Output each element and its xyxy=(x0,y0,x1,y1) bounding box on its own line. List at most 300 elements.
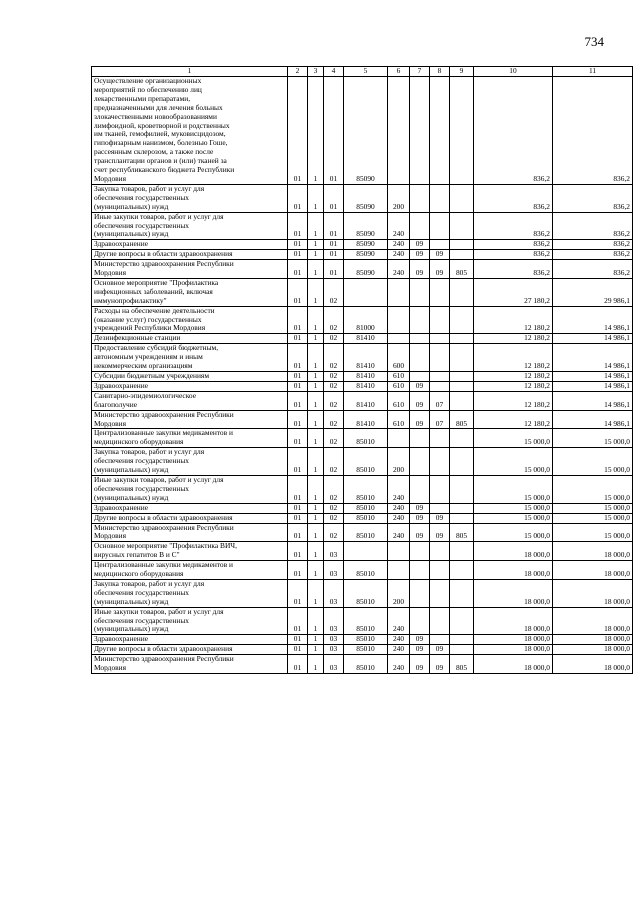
table-row xyxy=(92,278,633,306)
item-name-cell: Другие вопросы в области здравоохранения xyxy=(92,513,288,523)
amount-year-2-cell: 15 000,0 xyxy=(553,503,633,513)
section-code-cell xyxy=(410,278,430,306)
program-code-cell: 01 xyxy=(288,278,308,306)
program-code-cell: 01 xyxy=(288,334,308,344)
amount-year-2-cell: 15 000,0 xyxy=(553,523,633,542)
subprogram-code-cell: 1 xyxy=(308,475,324,503)
expense-type-code-cell xyxy=(388,542,410,561)
amount-year-2-cell: 18 000,0 xyxy=(553,542,633,561)
item-name-cell: Расходы на обеспечение деятельности (оказание услуг) государственных учреждений Республики Мордовия xyxy=(92,306,288,334)
section-code-cell xyxy=(410,184,430,212)
section-code-cell xyxy=(410,607,430,635)
subsection-code-cell xyxy=(430,448,450,476)
activity-code-cell: 03 xyxy=(324,645,344,655)
subprogram-code-cell: 1 xyxy=(308,645,324,655)
table-row xyxy=(92,240,633,250)
expense-code-cell: 85010 xyxy=(344,429,388,448)
expense-type-code-cell xyxy=(388,77,410,185)
subprogram-code-cell: 1 xyxy=(308,260,324,279)
program-code-cell: 01 xyxy=(288,410,308,429)
table-row xyxy=(92,250,633,260)
expense-type-code-cell: 240 xyxy=(388,655,410,674)
expense-code-cell: 85010 xyxy=(344,645,388,655)
subprogram-code-cell: 1 xyxy=(308,344,324,372)
activity-code-cell: 02 xyxy=(324,410,344,429)
program-code-cell: 01 xyxy=(288,77,308,185)
amount-year-1-cell: 18 000,0 xyxy=(474,561,553,580)
amount-year-2-cell: 18 000,0 xyxy=(553,655,633,674)
program-code-cell: 01 xyxy=(288,542,308,561)
subsection-code-cell: 09 xyxy=(430,260,450,279)
activity-code-cell: 02 xyxy=(324,334,344,344)
subprogram-code-cell: 1 xyxy=(308,655,324,674)
item-name-cell: Здравоохранение xyxy=(92,635,288,645)
column-header-7: 7 xyxy=(410,67,430,77)
program-code-cell: 01 xyxy=(288,344,308,372)
table-row xyxy=(92,372,633,382)
item-name-cell: Министерство здравоохранения Республики Мордовия xyxy=(92,523,288,542)
subprogram-code-cell: 1 xyxy=(308,372,324,382)
expense-code-cell: 85010 xyxy=(344,475,388,503)
program-code-cell: 01 xyxy=(288,475,308,503)
ministry-code-cell xyxy=(450,607,474,635)
amount-year-2-cell: 14 986,1 xyxy=(553,344,633,372)
column-header-2: 2 xyxy=(288,67,308,77)
expense-type-code-cell: 610 xyxy=(388,381,410,391)
item-name-cell: Иные закупки товаров, работ и услуг для обеспечения государственных (муниципальных) нужд xyxy=(92,475,288,503)
expense-code-cell: 85090 xyxy=(344,240,388,250)
subsection-code-cell xyxy=(430,503,450,513)
ministry-code-cell xyxy=(450,381,474,391)
item-name-cell: Основное мероприятие "Профилактика инфекционных заболеваний, включая иммунопрофилактику" xyxy=(92,278,288,306)
amount-year-2-cell: 15 000,0 xyxy=(553,513,633,523)
program-code-cell: 01 xyxy=(288,645,308,655)
ministry-code-cell xyxy=(450,278,474,306)
expense-type-code-cell: 200 xyxy=(388,579,410,607)
expense-type-code-cell xyxy=(388,561,410,580)
table-row xyxy=(92,523,633,542)
program-code-cell: 01 xyxy=(288,503,308,513)
subprogram-code-cell: 1 xyxy=(308,278,324,306)
item-name-cell: Иные закупки товаров, работ и услуг для обеспечения государственных (муниципальных) нужд xyxy=(92,607,288,635)
expense-code-cell: 85010 xyxy=(344,607,388,635)
amount-year-1-cell: 15 000,0 xyxy=(474,503,553,513)
page-number: 734 xyxy=(584,34,604,49)
activity-code-cell: 01 xyxy=(324,212,344,240)
program-code-cell: 01 xyxy=(288,607,308,635)
amount-year-2-cell: 836,2 xyxy=(553,77,633,185)
amount-year-1-cell: 18 000,0 xyxy=(474,607,553,635)
item-name-cell: Дезинфекционные станции xyxy=(92,334,288,344)
ministry-code-cell xyxy=(450,344,474,372)
subsection-code-cell xyxy=(430,579,450,607)
subprogram-code-cell: 1 xyxy=(308,429,324,448)
amount-year-2-cell: 18 000,0 xyxy=(553,607,633,635)
subsection-code-cell xyxy=(430,240,450,250)
item-name-cell: Другие вопросы в области здравоохранения xyxy=(92,645,288,655)
section-code-cell xyxy=(410,372,430,382)
subsection-code-cell xyxy=(430,344,450,372)
section-code-cell xyxy=(410,77,430,185)
expense-code-cell: 85010 xyxy=(344,503,388,513)
subprogram-code-cell: 1 xyxy=(308,542,324,561)
expense-code-cell: 81410 xyxy=(344,344,388,372)
section-code-cell xyxy=(410,344,430,372)
expense-code-cell: 81410 xyxy=(344,372,388,382)
ministry-code-cell xyxy=(450,212,474,240)
ministry-code-cell xyxy=(450,513,474,523)
ministry-code-cell xyxy=(450,77,474,185)
program-code-cell: 01 xyxy=(288,184,308,212)
program-code-cell: 01 xyxy=(288,381,308,391)
ministry-code-cell: 805 xyxy=(450,260,474,279)
ministry-code-cell: 805 xyxy=(450,410,474,429)
subprogram-code-cell: 1 xyxy=(308,212,324,240)
amount-year-1-cell: 18 000,0 xyxy=(474,542,553,561)
ministry-code-cell xyxy=(450,250,474,260)
expense-code-cell: 85090 xyxy=(344,212,388,240)
expense-code-cell: 81410 xyxy=(344,334,388,344)
activity-code-cell: 01 xyxy=(324,250,344,260)
program-code-cell: 01 xyxy=(288,306,308,334)
column-header-9: 9 xyxy=(450,67,474,77)
amount-year-2-cell: 29 986,1 xyxy=(553,278,633,306)
amount-year-1-cell: 836,2 xyxy=(474,212,553,240)
activity-code-cell: 02 xyxy=(324,278,344,306)
activity-code-cell: 01 xyxy=(324,184,344,212)
item-name-cell: Централизованные закупки медикаментов и медицинского оборудования xyxy=(92,429,288,448)
subprogram-code-cell: 1 xyxy=(308,184,324,212)
item-name-cell: Осуществление организационных мероприятий по обеспечению лиц лекарственными препаратами, предназначенными для лечения больных злокачественными новообразованиями лимфоидной, кроветворной и родственных им тканей, гемофилией, муковисцидозом, гипофизарным нанизмом, болезнью Гоше, рассеянным склерозом, а также после трансплантации органов и (или) тканей за счет республиканского бюджета Республики Мордовия xyxy=(92,77,288,185)
item-name-cell: Закупка товаров, работ и услуг для обеспечения государственных (муниципальных) нужд xyxy=(92,448,288,476)
table-row xyxy=(92,184,633,212)
item-name-cell: Министерство здравоохранения Республики Мордовия xyxy=(92,260,288,279)
expense-code-cell: 81410 xyxy=(344,391,388,410)
amount-year-2-cell: 18 000,0 xyxy=(553,635,633,645)
expense-type-code-cell: 240 xyxy=(388,635,410,645)
subsection-code-cell: 07 xyxy=(430,410,450,429)
subsection-code-cell xyxy=(430,278,450,306)
program-code-cell: 01 xyxy=(288,448,308,476)
activity-code-cell: 03 xyxy=(324,579,344,607)
ministry-code-cell xyxy=(450,542,474,561)
section-code-cell: 09 xyxy=(410,410,430,429)
program-code-cell: 01 xyxy=(288,391,308,410)
program-code-cell: 01 xyxy=(288,561,308,580)
amount-year-2-cell: 14 986,1 xyxy=(553,391,633,410)
table-row xyxy=(92,77,633,185)
program-code-cell: 01 xyxy=(288,260,308,279)
table-header-row xyxy=(92,67,633,77)
expense-type-code-cell: 240 xyxy=(388,523,410,542)
subprogram-code-cell: 1 xyxy=(308,635,324,645)
subsection-code-cell xyxy=(430,334,450,344)
section-code-cell: 09 xyxy=(410,635,430,645)
item-name-cell: Здравоохранение xyxy=(92,240,288,250)
subsection-code-cell: 09 xyxy=(430,250,450,260)
subprogram-code-cell: 1 xyxy=(308,306,324,334)
activity-code-cell: 02 xyxy=(324,503,344,513)
activity-code-cell: 02 xyxy=(324,391,344,410)
expense-code-cell: 85010 xyxy=(344,635,388,645)
amount-year-2-cell: 14 986,1 xyxy=(553,410,633,429)
table-row xyxy=(92,635,633,645)
expense-type-code-cell: 240 xyxy=(388,645,410,655)
section-code-cell xyxy=(410,334,430,344)
column-header-1: 1 xyxy=(92,67,288,77)
expense-type-code-cell: 240 xyxy=(388,250,410,260)
item-name-cell: Здравоохранение xyxy=(92,503,288,513)
subprogram-code-cell: 1 xyxy=(308,391,324,410)
ministry-code-cell xyxy=(450,645,474,655)
subprogram-code-cell: 1 xyxy=(308,381,324,391)
expense-type-code-cell: 240 xyxy=(388,212,410,240)
activity-code-cell: 01 xyxy=(324,240,344,250)
program-code-cell: 01 xyxy=(288,429,308,448)
section-code-cell: 09 xyxy=(410,523,430,542)
expense-type-code-cell: 200 xyxy=(388,448,410,476)
subprogram-code-cell: 1 xyxy=(308,240,324,250)
subprogram-code-cell: 1 xyxy=(308,607,324,635)
table-row xyxy=(92,306,633,334)
section-code-cell: 09 xyxy=(410,240,430,250)
section-code-cell: 09 xyxy=(410,645,430,655)
subsection-code-cell xyxy=(430,561,450,580)
expense-type-code-cell: 240 xyxy=(388,475,410,503)
activity-code-cell: 02 xyxy=(324,344,344,372)
item-name-cell: Министерство здравоохранения Республики Мордовия xyxy=(92,655,288,674)
ministry-code-cell: 805 xyxy=(450,523,474,542)
section-code-cell: 09 xyxy=(410,391,430,410)
activity-code-cell: 01 xyxy=(324,260,344,279)
activity-code-cell: 01 xyxy=(324,77,344,185)
activity-code-cell: 03 xyxy=(324,561,344,580)
expense-type-code-cell: 240 xyxy=(388,513,410,523)
section-code-cell xyxy=(410,212,430,240)
ministry-code-cell xyxy=(450,184,474,212)
ministry-code-cell xyxy=(450,503,474,513)
amount-year-1-cell: 836,2 xyxy=(474,250,553,260)
section-code-cell xyxy=(410,579,430,607)
subsection-code-cell: 09 xyxy=(430,655,450,674)
expense-code-cell: 85090 xyxy=(344,77,388,185)
subsection-code-cell xyxy=(430,77,450,185)
item-name-cell: Субсидии бюджетным учреждениям xyxy=(92,372,288,382)
activity-code-cell: 02 xyxy=(324,381,344,391)
amount-year-2-cell: 14 986,1 xyxy=(553,372,633,382)
subsection-code-cell xyxy=(430,542,450,561)
expense-code-cell: 85090 xyxy=(344,250,388,260)
item-name-cell: Здравоохранение xyxy=(92,381,288,391)
table-row xyxy=(92,448,633,476)
amount-year-1-cell: 12 180,2 xyxy=(474,372,553,382)
subsection-code-cell: 09 xyxy=(430,645,450,655)
activity-code-cell: 02 xyxy=(324,513,344,523)
subsection-code-cell xyxy=(430,372,450,382)
table-row xyxy=(92,579,633,607)
ministry-code-cell xyxy=(450,334,474,344)
ministry-code-cell xyxy=(450,561,474,580)
subsection-code-cell xyxy=(430,429,450,448)
expense-code-cell: 81000 xyxy=(344,306,388,334)
ministry-code-cell xyxy=(450,306,474,334)
column-header-5: 5 xyxy=(344,67,388,77)
expense-type-code-cell: 240 xyxy=(388,503,410,513)
amount-year-2-cell: 836,2 xyxy=(553,240,633,250)
amount-year-1-cell: 12 180,2 xyxy=(474,381,553,391)
amount-year-1-cell: 27 180,2 xyxy=(474,278,553,306)
column-header-11: 11 xyxy=(553,67,633,77)
table-row xyxy=(92,475,633,503)
expense-code-cell: 85090 xyxy=(344,184,388,212)
subprogram-code-cell: 1 xyxy=(308,77,324,185)
subprogram-code-cell: 1 xyxy=(308,523,324,542)
amount-year-1-cell: 12 180,2 xyxy=(474,344,553,372)
program-code-cell: 01 xyxy=(288,579,308,607)
subsection-code-cell xyxy=(430,607,450,635)
table-row xyxy=(92,260,633,279)
amount-year-2-cell: 18 000,0 xyxy=(553,579,633,607)
expense-code-cell xyxy=(344,278,388,306)
amount-year-1-cell: 836,2 xyxy=(474,260,553,279)
activity-code-cell: 03 xyxy=(324,542,344,561)
subsection-code-cell xyxy=(430,635,450,645)
subsection-code-cell xyxy=(430,184,450,212)
subprogram-code-cell: 1 xyxy=(308,503,324,513)
amount-year-1-cell: 15 000,0 xyxy=(474,475,553,503)
subprogram-code-cell: 1 xyxy=(308,561,324,580)
amount-year-2-cell: 14 986,1 xyxy=(553,334,633,344)
table-row xyxy=(92,212,633,240)
section-code-cell: 09 xyxy=(410,260,430,279)
item-name-cell: Предоставление субсидий бюджетным, автономным учреждениям и иным некоммерческим организациям xyxy=(92,344,288,372)
program-code-cell: 01 xyxy=(288,523,308,542)
item-name-cell: Централизованные закупки медикаментов и медицинского оборудования xyxy=(92,561,288,580)
column-header-3: 3 xyxy=(308,67,324,77)
section-code-cell xyxy=(410,448,430,476)
program-code-cell: 01 xyxy=(288,240,308,250)
amount-year-1-cell: 15 000,0 xyxy=(474,523,553,542)
program-code-cell: 01 xyxy=(288,372,308,382)
expense-code-cell: 85010 xyxy=(344,523,388,542)
table-row xyxy=(92,513,633,523)
expense-code-cell: 85010 xyxy=(344,655,388,674)
column-header-4: 4 xyxy=(324,67,344,77)
section-code-cell xyxy=(410,306,430,334)
expense-type-code-cell: 240 xyxy=(388,240,410,250)
program-code-cell: 01 xyxy=(288,655,308,674)
ministry-code-cell: 805 xyxy=(450,655,474,674)
amount-year-1-cell: 15 000,0 xyxy=(474,513,553,523)
program-code-cell: 01 xyxy=(288,513,308,523)
column-header-10: 10 xyxy=(474,67,553,77)
amount-year-1-cell: 12 180,2 xyxy=(474,306,553,334)
activity-code-cell: 03 xyxy=(324,607,344,635)
activity-code-cell: 03 xyxy=(324,655,344,674)
table-row xyxy=(92,344,633,372)
expense-type-code-cell: 200 xyxy=(388,184,410,212)
subsection-code-cell xyxy=(430,306,450,334)
activity-code-cell: 02 xyxy=(324,429,344,448)
activity-code-cell: 02 xyxy=(324,306,344,334)
expense-code-cell: 81410 xyxy=(344,410,388,429)
item-name-cell: Министерство здравоохранения Республики Мордовия xyxy=(92,410,288,429)
section-code-cell: 09 xyxy=(410,250,430,260)
subprogram-code-cell: 1 xyxy=(308,448,324,476)
table-row xyxy=(92,429,633,448)
item-name-cell: Основное мероприятие "Профилактика ВИЧ, вирусных гепатитов В и С" xyxy=(92,542,288,561)
expense-type-code-cell xyxy=(388,306,410,334)
budget-table xyxy=(91,66,633,674)
activity-code-cell: 02 xyxy=(324,523,344,542)
section-code-cell: 09 xyxy=(410,503,430,513)
section-code-cell: 09 xyxy=(410,655,430,674)
table-row xyxy=(92,410,633,429)
expense-code-cell: 81410 xyxy=(344,381,388,391)
section-code-cell xyxy=(410,429,430,448)
section-code-cell xyxy=(410,475,430,503)
expense-type-code-cell: 610 xyxy=(388,391,410,410)
subprogram-code-cell: 1 xyxy=(308,250,324,260)
expense-type-code-cell: 240 xyxy=(388,607,410,635)
amount-year-2-cell: 15 000,0 xyxy=(553,448,633,476)
section-code-cell: 09 xyxy=(410,513,430,523)
amount-year-2-cell: 15 000,0 xyxy=(553,429,633,448)
expense-code-cell: 85010 xyxy=(344,448,388,476)
expense-type-code-cell xyxy=(388,334,410,344)
subsection-code-cell: 09 xyxy=(430,523,450,542)
program-code-cell: 01 xyxy=(288,212,308,240)
section-code-cell: 09 xyxy=(410,381,430,391)
expense-type-code-cell xyxy=(388,429,410,448)
program-code-cell: 01 xyxy=(288,250,308,260)
ministry-code-cell xyxy=(450,391,474,410)
subsection-code-cell xyxy=(430,212,450,240)
subprogram-code-cell: 1 xyxy=(308,579,324,607)
expense-code-cell: 85090 xyxy=(344,260,388,279)
amount-year-1-cell: 836,2 xyxy=(474,184,553,212)
subprogram-code-cell: 1 xyxy=(308,513,324,523)
ministry-code-cell xyxy=(450,448,474,476)
ministry-code-cell xyxy=(450,372,474,382)
activity-code-cell: 03 xyxy=(324,635,344,645)
table-row xyxy=(92,645,633,655)
table-row xyxy=(92,503,633,513)
ministry-code-cell xyxy=(450,475,474,503)
amount-year-1-cell: 12 180,2 xyxy=(474,391,553,410)
table-row xyxy=(92,655,633,674)
subsection-code-cell xyxy=(430,475,450,503)
amount-year-1-cell: 18 000,0 xyxy=(474,655,553,674)
amount-year-1-cell: 836,2 xyxy=(474,77,553,185)
amount-year-1-cell: 12 180,2 xyxy=(474,410,553,429)
subsection-code-cell xyxy=(430,381,450,391)
subsection-code-cell: 07 xyxy=(430,391,450,410)
item-name-cell: Санитарно-эпидемиологическое благополучие xyxy=(92,391,288,410)
amount-year-1-cell: 836,2 xyxy=(474,240,553,250)
amount-year-2-cell: 836,2 xyxy=(553,184,633,212)
activity-code-cell: 02 xyxy=(324,372,344,382)
amount-year-2-cell: 18 000,0 xyxy=(553,561,633,580)
item-name-cell: Иные закупки товаров, работ и услуг для обеспечения государственных (муниципальных) нужд xyxy=(92,212,288,240)
amount-year-1-cell: 18 000,0 xyxy=(474,579,553,607)
amount-year-1-cell: 15 000,0 xyxy=(474,429,553,448)
amount-year-2-cell: 18 000,0 xyxy=(553,645,633,655)
expense-type-code-cell xyxy=(388,278,410,306)
amount-year-1-cell: 12 180,2 xyxy=(474,334,553,344)
item-name-cell: Закупка товаров, работ и услуг для обеспечения государственных (муниципальных) нужд xyxy=(92,184,288,212)
table-row xyxy=(92,391,633,410)
